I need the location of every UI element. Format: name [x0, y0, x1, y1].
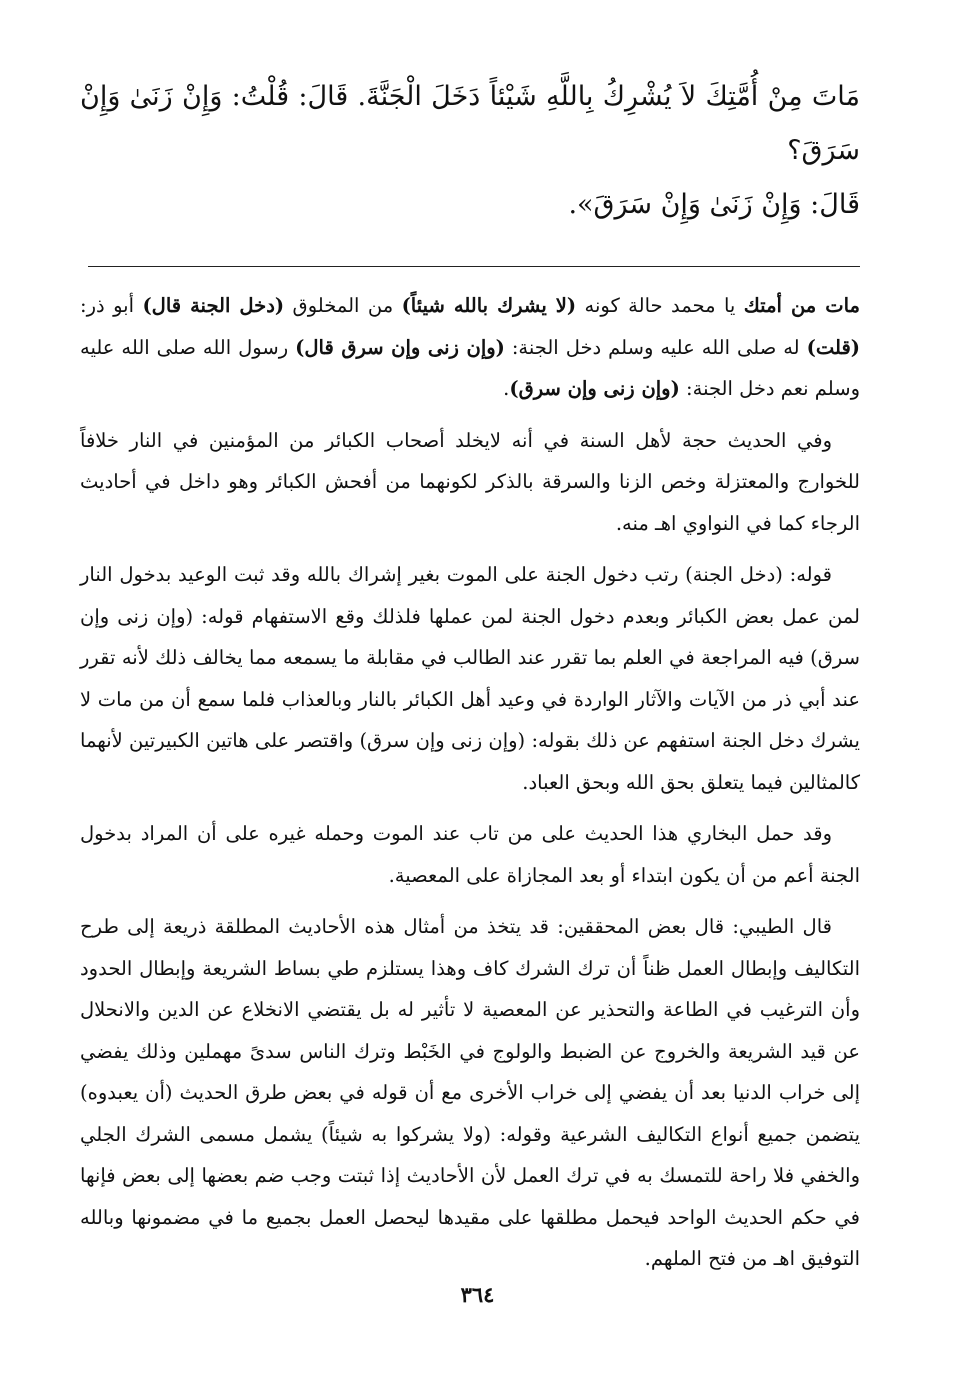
bold-phrase: (لا يشرك بالله شيئاً) — [401, 294, 577, 317]
commentary-paragraph-3: قوله: (دخل الجنة) رتب دخول الجنة على الموت بغير إشراك بالله وقد ثبت الوعيد بدخول النار لمن عمل بعض الكبائر وبعدم دخول الجنة لمن عملها فلذلك وقع الاستفهام قوله: (وإن زنى وإن سرق) فيه المراجعة في العلم بما تقرر عند الطالب في مقابلة ما يسمعه مما يخالف ذلك لأنه تقرر عند أبي ذر من الآيات والآثار الواردة في وعيد أهل الكبائر بالنار وبالعذاب فلما سمع أن من مات لا يشرك دخل الجنة استفهم عن ذلك بقوله: (وإن زنى وإن سرق) واقتصر على هاتين الكبيرتين لأنهما كالمثالين فيما يتعلق بحق الله وبحق العباد. — [80, 563, 860, 794]
hadith-line-2: قَالَ: وَإِنْ زَنَىٰ وَإِنْ سَرَقَ». — [568, 189, 860, 220]
bold-phrase: مات من أمتك — [743, 294, 860, 317]
commentary — [80, 285, 860, 1280]
text-run: أبو ذر: — [80, 294, 143, 317]
page-body — [80, 70, 860, 1290]
text-run: له صلى الله عليه وسلم دخل الجنة: — [504, 335, 807, 359]
text-run: يا محمد حالة كونه — [576, 294, 744, 317]
text-run: رسول الله صلى الله عليه وسلم نعم دخل الجنة: — [80, 335, 860, 400]
hadith-line-1: مَاتَ مِنْ أُمَّتِكَ لاَ يُشْرِكُ بِاللَّهِ شَيْئاً دَخَلَ الْجَنَّةَ. قَالَ: قُلْتُ: وَإِنْ زَنَىٰ وَإِنْ سَرَقَ؟ — [80, 81, 860, 166]
separator-rule — [88, 266, 860, 267]
text-run: من المخلوق — [284, 294, 402, 317]
page-number: ٣٦٤ — [460, 1282, 495, 1307]
commentary-paragraph-4: وقد حمل البخاري هذا الحديث على من تاب عند الموت وحمله غيره على أن المراد بدخول الجنة أعم من أن يكون ابتداء أو بعد المجازاة على المعصية. — [80, 822, 860, 887]
commentary-paragraph-5: قال الطيبي: قال بعض المحققين: قد يتخذ من أمثال هذه الأحاديث المطلقة ذريعة إلى طرح التكاليف وإبطال العمل ظناً أن ترك الشرك كاف وهذا يستلزم طي بساط الشريعة وإبطال الحدود وأن الترغيب في الطاعة والتحذير عن المعصية لا تأثير له بل يقتضي الانخلاع عن الدين والانحلال عن قيد الشريعة والخروج عن الضبط والولوج في الخَبْط وترك الناس سدىً مهملين وذلك يفضي إلى خراب الدنيا بعد أن يفضي إلى خراب الأخرى مع أن قوله في بعض طرق الحديث (أن يعبدوه) يتضمن جميع أنواع التكاليف الشرعية وقوله: (ولا يشركوا به شيئاً) يشمل مسمى الشرك الجلي والخفي فلا راحة للتمسك به في ترك العمل لأن الأحاديث إذا ثبتت وجب ضم بعضها إلى بعض فإنها في حكم الحديث الواحد فيحمل مطلقها على مقيدها ليحصل العمل بجميع ما في مضمونها وبالله التوفيق اهـ من فتح الملهم. — [80, 915, 860, 1270]
bold-phrase: (دخل الجنة قال) — [142, 294, 285, 317]
hadith-text — [80, 70, 860, 232]
bold-phrase: (وإن زنى وإن سرق) — [509, 377, 680, 400]
commentary-paragraph-1 — [80, 285, 860, 410]
text-run: . — [503, 377, 510, 400]
commentary-paragraph-2: وفي الحديث حجة لأهل السنة في أنه لايخلد أصحاب الكبائر من المؤمنين في النار خلافاً للخوارج والمعتزلة وخص الزنا والسرقة بالذكر لكونهما من أفحش الكبائر وهو داخل في أحاديث الرجاء كما في النواوي اهـ منه. — [80, 428, 860, 535]
bold-phrase: (وإن زنى وإن سرق قال) — [295, 335, 505, 359]
bold-phrase: (قلت) — [806, 335, 860, 359]
